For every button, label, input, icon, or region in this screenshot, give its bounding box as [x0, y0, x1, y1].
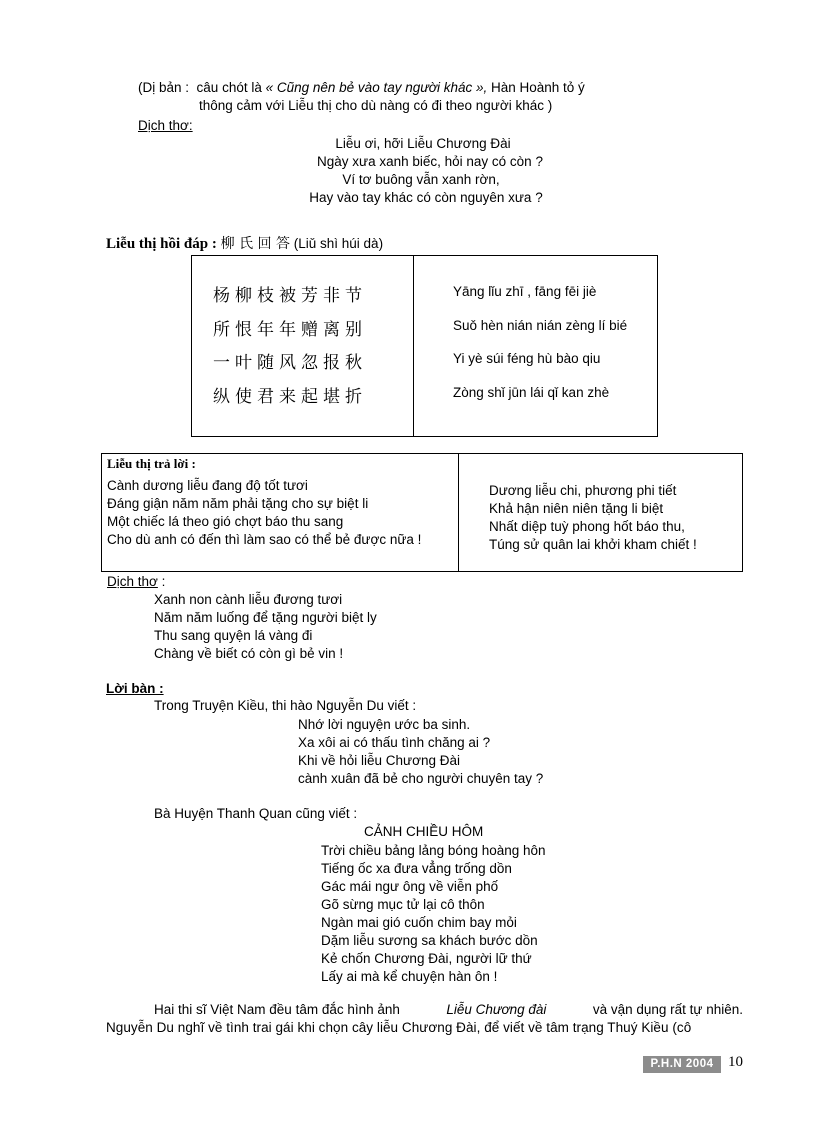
paragraph-line2: Nguyễn Du nghĩ về tình trai gái khi chọn cây liễu Chương Đài, để viết về tâm trạng Thuý Kiều (cô [106, 1020, 692, 1035]
translation2-line: Năm năm luống để tặng người biệt ly [154, 610, 377, 625]
answer-viet-line: Cho dù anh có đến thì làm sao có thể bẻ được nữa ! [107, 532, 422, 547]
footer-badge: P.H.N 2004 [643, 1056, 721, 1073]
commentary-intro2: Bà Huyện Thanh Quan cũng viết : [154, 806, 358, 821]
translation2-line: Xanh non cành liễu đương tươi [154, 592, 343, 607]
poem-line: Ngàn mai gió cuốn chim bay mỏi [321, 915, 517, 930]
poem-line: Gác mái ngư ông về viễn phố [321, 879, 499, 894]
variant-note-line2: thông cảm với Liễu thị cho dù nàng có đi theo người khác ) [199, 98, 553, 113]
answer-heading: Liễu thị trả lời : [107, 456, 196, 471]
poem-box-divider [413, 255, 414, 437]
answer-hanviet-line: Túng sử quân lai khởi kham chiết ! [489, 537, 697, 552]
answer-box-divider [458, 453, 459, 572]
variant-quote: « Cũng nên bẻ vào tay người khác », [265, 80, 488, 95]
pinyin-line: Yi yè súi féng hù bào qiu [453, 351, 601, 366]
translation2-line: Thu sang quyện lá vàng đi [154, 628, 313, 643]
commentary-heading: Lời bàn : [106, 681, 164, 696]
pinyin-line: Suǒ hèn nián nián zèng lí bié [453, 317, 628, 333]
hanzi-line: 一叶随风忽报秋 [213, 353, 367, 373]
variant-text-after: Hàn Hoành tỏ ý [491, 80, 585, 95]
translation2-colon: : [161, 574, 166, 589]
answer-viet-line: Cành dương liễu đang độ tốt tươi [107, 478, 308, 493]
hanzi-line: 杨柳枝被芳非节 [213, 286, 367, 306]
pinyin-line: Yāng lǐu zhī , fāng fēi jiè [453, 284, 597, 299]
translation1-line: Liễu ơi, hỡi Liễu Chương Đài [335, 136, 511, 151]
translation2-heading-row [107, 574, 165, 589]
pinyin-line: Zòng shǐ jūn lái qǐ kan zhè [453, 384, 610, 400]
translation2-heading: Dịch thơ [107, 574, 158, 589]
kieu-line: cành xuân đã bẻ cho người chuyên tay ? [298, 771, 544, 786]
reply-heading-row [106, 233, 383, 253]
canh-chieu-hom-poem [321, 842, 546, 986]
kieu-poem [298, 716, 543, 788]
answer-hanviet-line: Dương liễu chi, phương phi tiết [489, 483, 677, 498]
paragraph-part1: Hai thi sĩ Việt Nam đều tâm đắc hình ảnh [154, 1002, 400, 1017]
translation1-heading: Dịch thơ: [138, 118, 193, 133]
poem-line: Tiếng ốc xa đưa vẳng trống dồn [321, 861, 512, 876]
poem-pinyin [453, 275, 627, 409]
answer-viet-line: Một chiếc lá theo gió chợt báo thu sang [107, 514, 344, 529]
reply-title-cn: 柳 氏 回 答 [220, 236, 290, 252]
answer-hanviet [489, 482, 697, 554]
hanzi-line: 纵使君来起堪折 [213, 386, 367, 407]
paragraph-line1 [154, 1002, 743, 1017]
paragraph-italic: Liễu Chương đài [446, 1002, 547, 1017]
answer-hanviet-line: Khả hận niên niên tặng li biệt [489, 501, 664, 516]
variant-label: (Dị bản : [138, 80, 190, 95]
paragraph-part2: và vận dụng rất tự nhiên. [592, 1002, 743, 1017]
poem-line: Lấy ai mà kể chuyện hàn ôn ! [321, 969, 498, 984]
reply-title-pinyin: (Liǔ shì húi dà) [293, 236, 384, 251]
page-number: 10 [728, 1054, 743, 1070]
translation1-poem [0, 135, 816, 207]
kieu-line: Khi về hỏi liễu Chương Đài [298, 753, 460, 768]
poem-title: CẢNH CHIỀU HÔM [364, 824, 484, 839]
hanzi-line: 所恨年年赠离别 [213, 319, 367, 340]
poem-line: Gõ sừng mục tử lại cô thôn [321, 897, 485, 912]
variant-text-before: câu chót là [196, 80, 262, 95]
answer-hanviet-line: Nhất diệp tuỳ phong hốt báo thu, [489, 519, 685, 534]
poem-line: Kẻ chốn Chương Đài, người lữ thứ [321, 951, 532, 966]
answer-viet [107, 477, 421, 549]
translation1-line: Ví tơ buông vẫn xanh rờn, [342, 172, 500, 187]
answer-viet-line: Đáng giận năm năm phải tặng cho sự biệt li [107, 496, 369, 511]
poem-hanzi [213, 280, 367, 414]
translation1-line: Hay vào tay khác có còn nguyên xưa ? [309, 190, 543, 205]
poem-line: Dặm liễu sương sa khách bước dồn [321, 933, 538, 948]
translation1-line: Ngày xưa xanh biếc, hỏi nay có còn ? [317, 154, 543, 169]
poem-line: Trời chiều bảng lảng bóng hoàng hôn [321, 843, 546, 858]
translation2-line: Chàng về biết có còn gì bẻ vin ! [154, 646, 344, 661]
kieu-line: Xa xôi ai có thấu tình chăng ai ? [298, 735, 491, 750]
kieu-line: Nhớ lời nguyện ước ba sinh. [298, 717, 471, 732]
variant-note-line1 [138, 80, 585, 95]
translation2-poem [154, 591, 377, 663]
reply-heading: Liễu thị hồi đáp : [106, 236, 217, 252]
commentary-intro: Trong Truyện Kiều, thi hào Nguyễn Du viết : [154, 698, 417, 713]
